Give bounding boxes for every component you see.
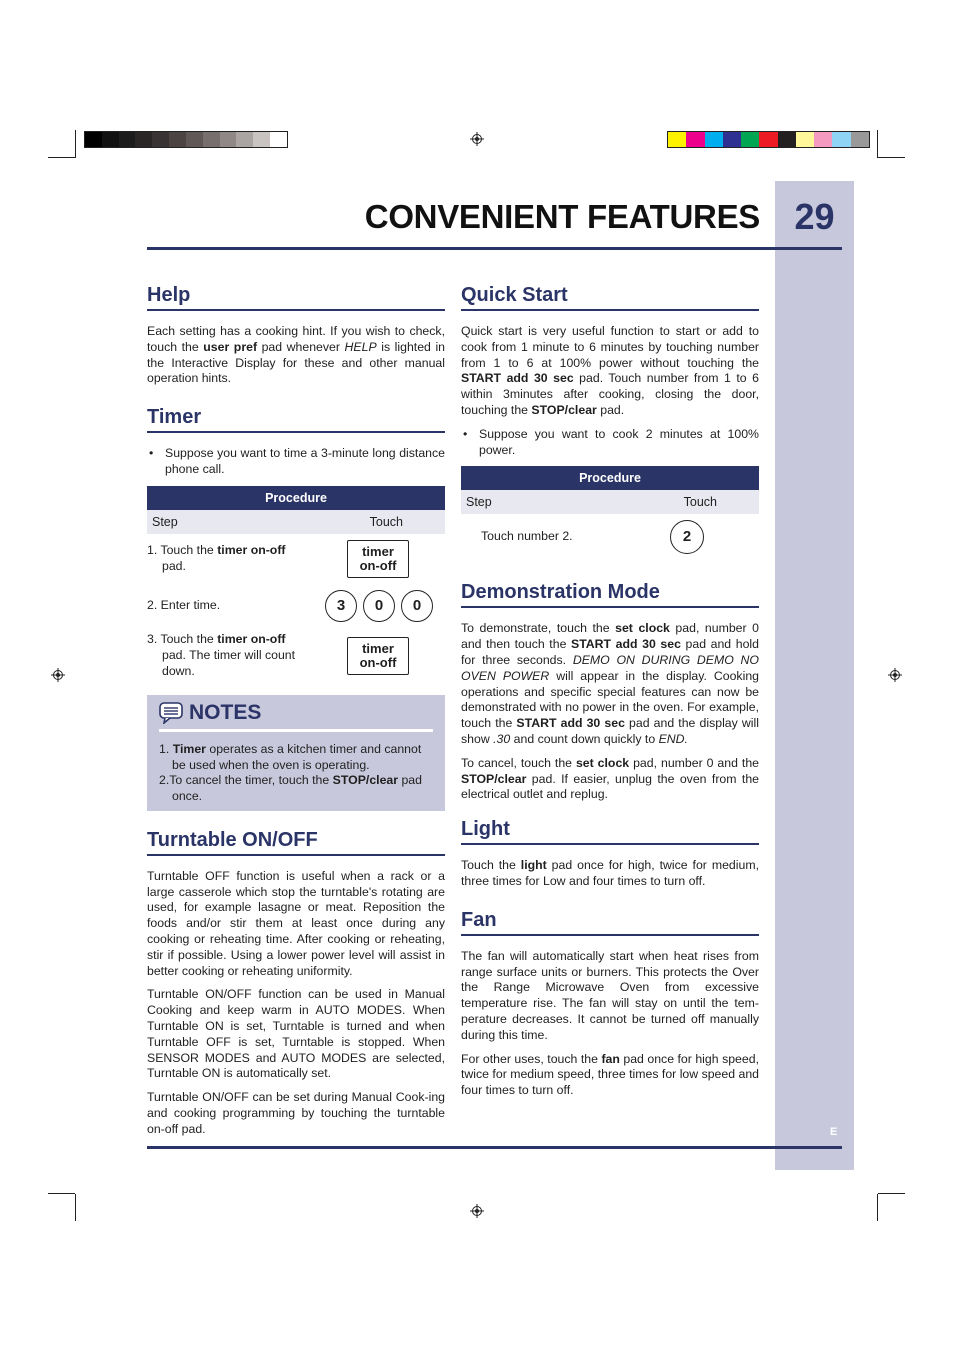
timer-heading: Timer [147, 405, 445, 433]
pad-name: START add 30 sec [461, 371, 574, 386]
pad-name: set clock [615, 621, 670, 636]
note-item [159, 773, 433, 805]
text: is lighted in the Interactive Display for these and other manual operation hints. [147, 339, 446, 386]
quick-start-heading: Quick Start [461, 283, 759, 311]
note-number: 2. [159, 773, 170, 788]
pad-name: STOP/clear [531, 402, 597, 417]
procedure-table-header: Procedure [147, 486, 445, 510]
key-label: on-off [359, 557, 397, 573]
key-label: timer [362, 640, 394, 656]
pad-name: Timer [172, 741, 206, 756]
digit-key: 3 [325, 590, 357, 622]
step-text [147, 543, 307, 575]
timer-section [147, 405, 445, 811]
grayscale-calibration-bar [84, 131, 288, 148]
text: operates as a kitchen timer and cannot be used when the oven is operating. [172, 741, 422, 772]
timer-step-3 [147, 631, 445, 681]
digit-key: 0 [401, 590, 433, 622]
fan-paragraph-2 [461, 1052, 759, 1099]
fan-heading: Fan [461, 908, 759, 936]
text: and count down quickly to [510, 731, 659, 746]
help-section [147, 283, 445, 387]
turntable-paragraph-2: Turntable ON/OFF function can be used in Manual Cooking and keep warm in AUTO MODES. When Turntable ON is set, Turntable is turned and when Turntable OFF is set, Turntable is stopped. When SENSOR MODES and AUTO MODES are selected, Turntable ON is automatically set. [147, 987, 445, 1081]
timer-bullets [147, 446, 445, 478]
text: pad. The timer will count down. [162, 647, 296, 678]
left-column [147, 283, 445, 1146]
crop-mark [75, 1194, 76, 1221]
text: pad. [162, 558, 186, 573]
light-paragraph [461, 858, 759, 890]
note-item [159, 742, 433, 774]
text: pad whenever [257, 339, 345, 354]
column-touch: Touch [369, 514, 403, 529]
help-paragraph [147, 324, 445, 387]
text: For other uses, touch the [461, 1051, 602, 1066]
column-touch: Touch [683, 495, 717, 510]
light-section [461, 817, 759, 890]
text: Each setting has a cooking hint. If you wish to check, touch the [147, 324, 445, 354]
display-text: .30 [493, 731, 511, 746]
registration-mark-icon [888, 668, 902, 682]
display-text: HELP [344, 339, 377, 354]
digit-keys [325, 590, 433, 622]
demo-section [461, 580, 759, 803]
text: 3. Touch the [147, 632, 218, 647]
turntable-paragraph-3: Turntable ON/OFF can be set during Manual Cook-ing and cooking programming by touching the turntable on-off pad. [147, 1090, 445, 1136]
text: will appear in the display. Cooking operations and specific special features can now be demonstrated with no power in the oven. For example, touch the [461, 668, 759, 731]
text: pad once. [172, 773, 422, 804]
text: pad and hold for three seconds. [461, 637, 759, 667]
text: To demonstrate, touch the [461, 621, 616, 636]
step-text: Touch number 2. [481, 529, 573, 544]
text: pad, number 0 and then touch the [461, 621, 759, 652]
timer-bullet: • Suppose you want to time a 3-minute long distance phone call. [147, 446, 445, 478]
pad-name: light [520, 858, 547, 873]
quick-start-paragraph [461, 324, 759, 419]
demo-paragraph-2 [461, 756, 759, 803]
procedure-table-header: Procedure [461, 466, 759, 490]
header-rule [147, 247, 842, 250]
turntable-heading: Turntable ON/OFF [147, 828, 445, 856]
text: pad, number 0 and the [629, 755, 759, 770]
digit-key: 0 [363, 590, 395, 622]
procedure-table-columns [461, 490, 759, 514]
pad-name: START add 30 sec [571, 637, 681, 652]
step-text [147, 632, 307, 679]
language-marker: E [830, 1126, 838, 1138]
quick-start-section [461, 283, 759, 556]
text: pad. Touch number from 1 to 6 within 3minutes after cooking, closing the door, touching the [461, 371, 759, 417]
notes-title [159, 701, 433, 732]
page-title: CONVENIENT FEATURES [364, 198, 760, 235]
right-column [461, 283, 759, 1107]
pad-name: STOP/clear [461, 771, 527, 786]
pad-name: fan [601, 1051, 620, 1066]
pad-name: timer on-off [217, 542, 286, 557]
timer-on-off-key [347, 637, 409, 675]
display-text: DEMO ON DURING DEMO NO OVEN POWER [461, 652, 759, 683]
step-text: 2. Enter time. [147, 597, 221, 612]
crop-mark [48, 1193, 75, 1194]
registration-mark-icon [470, 132, 484, 146]
column-step: Step [466, 495, 492, 510]
registration-mark-icon [470, 1204, 484, 1218]
notes-label: NOTES [189, 700, 262, 724]
text: Touch the [461, 858, 521, 873]
timer-step-1 [147, 539, 445, 579]
crop-mark [878, 1193, 905, 1194]
text: pad once for high speed, twice for medium speed, three times for low speed and four times to turn off. [461, 1051, 760, 1098]
turntable-paragraph-1: Turntable OFF function is useful when a rack or a large casserole which stop the turntable's rotating are used, for example lasagne or meat. Reposition the foods and/or stir them at least once during any cooking or reheating time. After cooking or reheating, stir if possible. Using a lower power level will assist in better cooking or reheating uniformity. [147, 868, 445, 978]
crop-mark [878, 157, 905, 158]
demo-paragraph-1 [461, 621, 759, 747]
text: pad. [596, 402, 625, 417]
quick-start-bullets [461, 427, 759, 459]
crop-mark [877, 1194, 878, 1221]
crop-mark [48, 157, 75, 158]
help-heading: Help [147, 283, 445, 311]
procedure-table-columns [147, 510, 445, 534]
notes-box [147, 695, 445, 811]
display-text: END. [658, 731, 688, 746]
text: pad once for high, twice for medium, three times for Low and four times to turn off. [461, 858, 759, 888]
crop-mark [877, 130, 878, 158]
fan-section [461, 908, 759, 1099]
light-heading: Light [461, 817, 759, 845]
notes-icon [159, 702, 183, 724]
pad-name: START add 30 sec [516, 716, 625, 731]
text: pad. If easier, unplug the oven from the electrical outlet and replug. [461, 771, 759, 802]
quick-start-step-1 [461, 518, 759, 556]
pad-name: timer on-off [217, 632, 286, 647]
text: To cancel the timer, touch the [169, 773, 333, 788]
text: To cancel, touch the [461, 755, 576, 770]
crop-mark [75, 130, 76, 158]
note-number: 1. [159, 741, 170, 756]
page-number: 29 [794, 196, 835, 237]
pad-name: set clock [575, 755, 630, 770]
timer-on-off-key [347, 540, 409, 578]
text: 1. Touch the [147, 542, 218, 557]
pad-name: STOP/clear [332, 773, 399, 788]
key-label: timer [362, 543, 394, 559]
demo-heading: Demonstration Mode [461, 580, 759, 608]
column-step: Step [152, 514, 178, 529]
turntable-section [147, 828, 445, 1138]
quick-start-procedure-table [461, 466, 759, 556]
side-band [775, 181, 854, 1170]
digit-key: 2 [670, 520, 704, 554]
key-label: on-off [359, 654, 397, 670]
timer-step-2 [147, 589, 445, 623]
text: Quick start is very useful function to start or add to cook from 1 minute to 6 minutes by touching number from 1 to 6 at 100% power without touching the [461, 324, 759, 370]
timer-procedure-table [147, 486, 445, 681]
color-calibration-bar [667, 131, 870, 148]
footer-rule [147, 1146, 842, 1149]
text: pad and the display will show [461, 716, 759, 746]
fan-paragraph-1: The fan will automatically start when heat rises from range surface units or burners. This protects the Over the Range Microwave Oven from excessive temperature rise. The fan will stay on until the tem-perature decreases. It cannot be turned off manually during this time. [461, 948, 759, 1042]
pad-name: user pref [203, 339, 258, 354]
notes-list [159, 742, 433, 805]
registration-mark-icon [51, 668, 65, 682]
quick-start-bullet: • Suppose you want to cook 2 minutes at 100% power. [461, 427, 759, 459]
